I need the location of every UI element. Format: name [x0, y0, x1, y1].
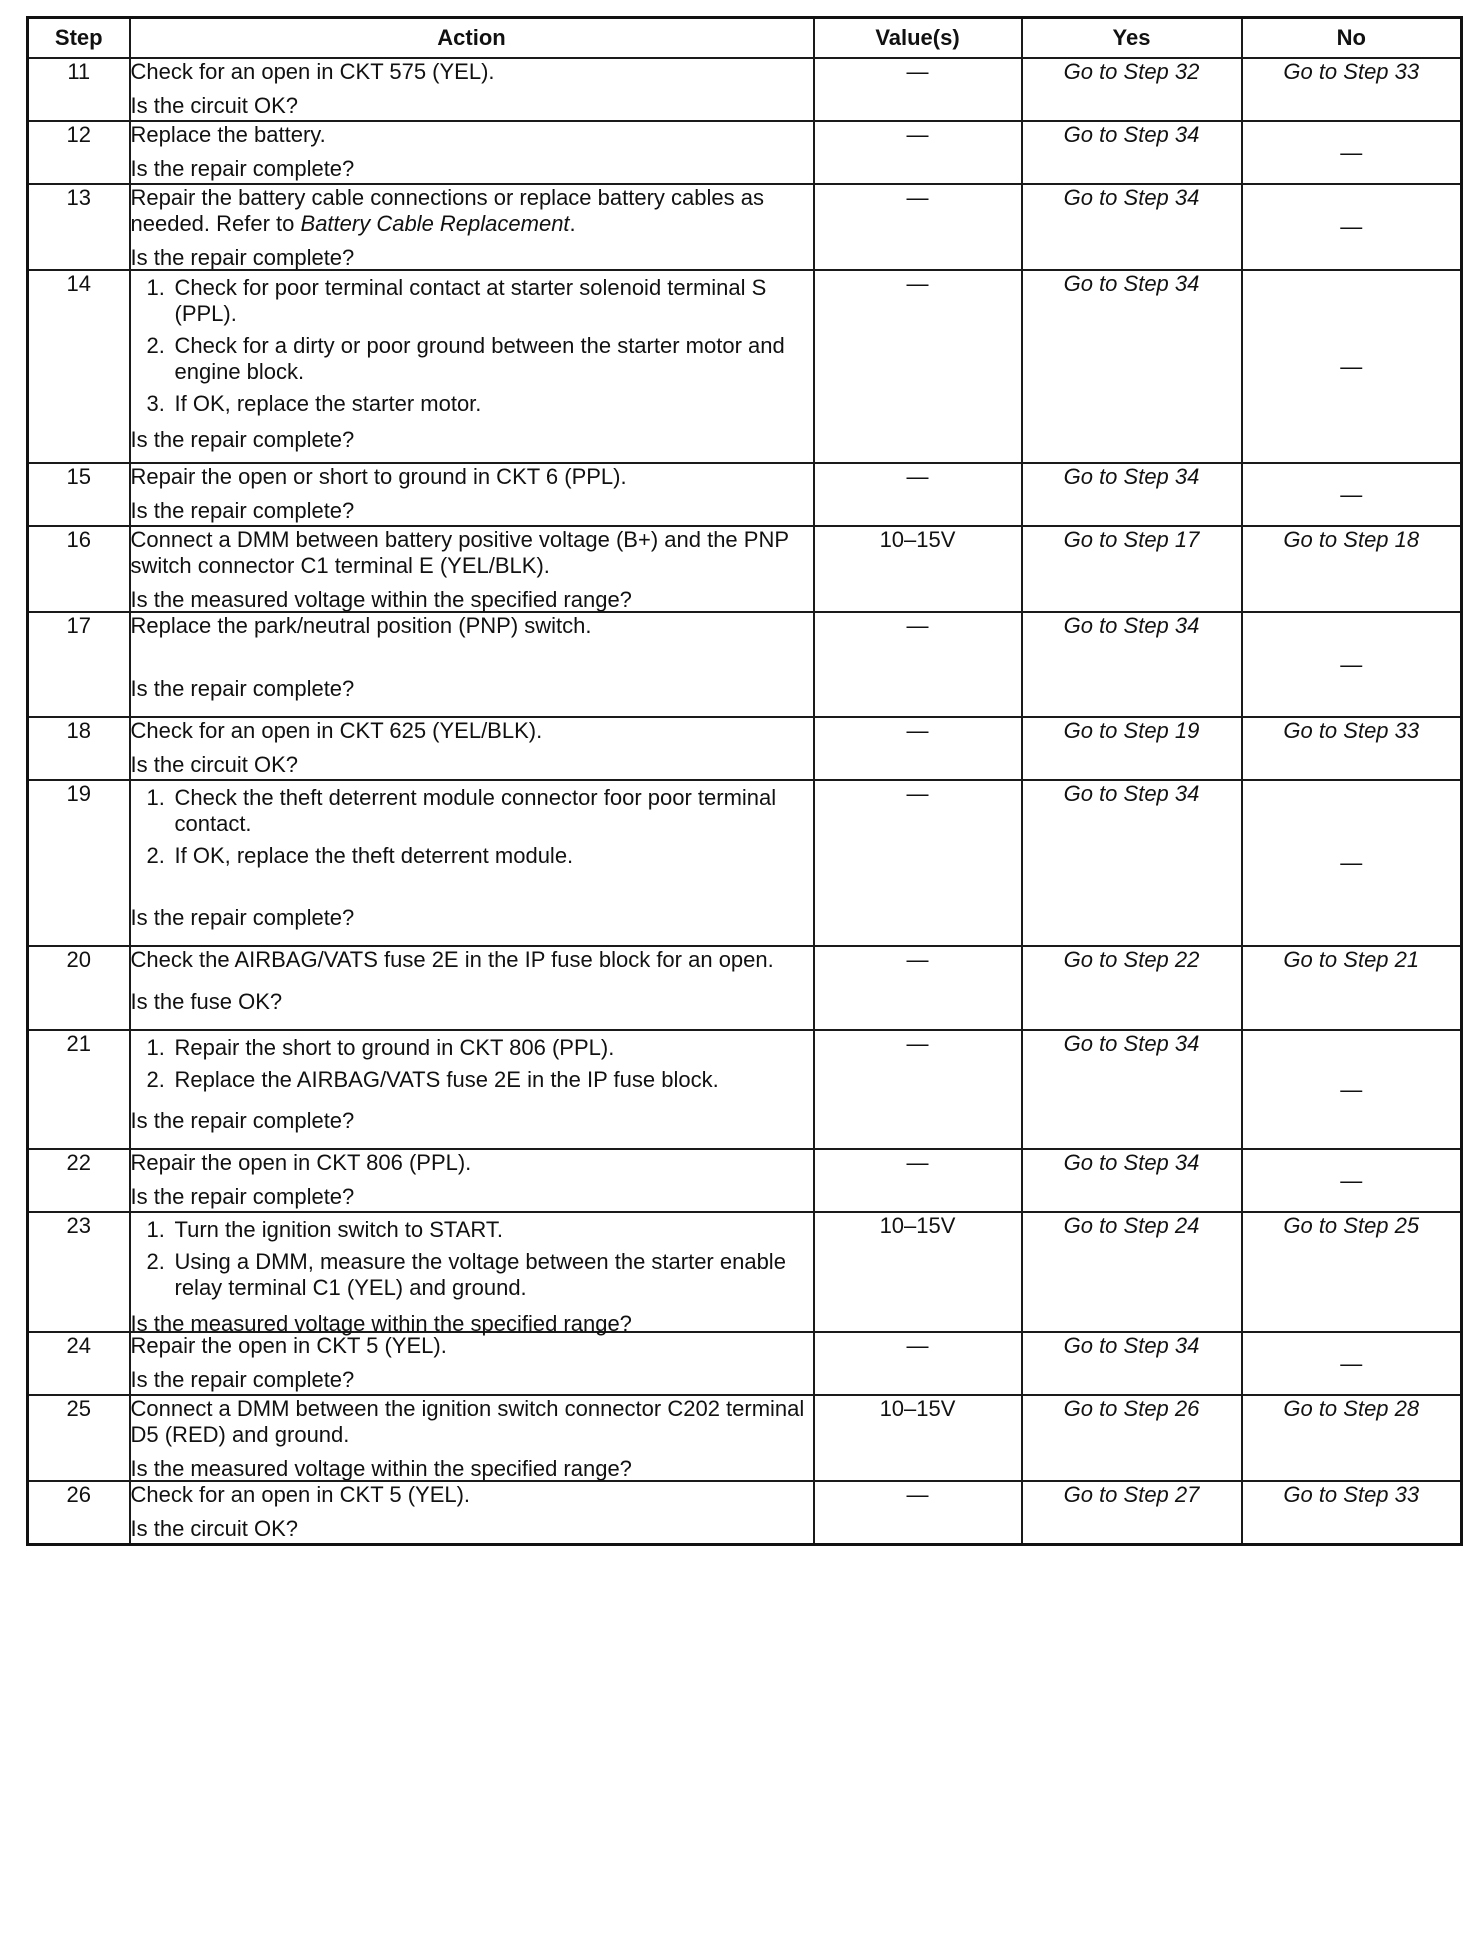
- no-cell: —: [1242, 1030, 1462, 1149]
- value-cell: —: [814, 1030, 1022, 1149]
- value-cell: —: [814, 58, 1022, 121]
- no-cell: —: [1242, 1149, 1462, 1212]
- action-cell: [130, 270, 814, 463]
- action-instructions: [131, 185, 813, 241]
- action-cell: [130, 1030, 814, 1149]
- diagnostic-table: [26, 16, 1463, 1546]
- list-item-number: 1.: [146, 785, 165, 810]
- list-item-number: 2.: [146, 1067, 165, 1092]
- action-cell: [130, 463, 814, 526]
- action-text: [131, 718, 813, 744]
- action-cell: [130, 780, 814, 946]
- list-item-text: Repair the short to ground in CKT 806 (PPL).: [174, 1035, 615, 1060]
- list-item-text: If OK, replace the theft deterrent module.: [174, 843, 574, 868]
- action-cell: [130, 717, 814, 780]
- action-instructions: [131, 271, 813, 423]
- table-row: [28, 717, 1462, 780]
- action-instructions: [131, 781, 813, 875]
- table-row: [28, 184, 1462, 270]
- action-steps-list: [131, 785, 813, 869]
- action-question: Is the repair complete?: [130, 1367, 355, 1392]
- action-instructions: [131, 613, 813, 643]
- action-steps-list: [131, 1035, 813, 1093]
- action-text: [131, 464, 813, 490]
- action-question: Is the repair complete?: [130, 245, 355, 270]
- action-question: Is the repair complete?: [130, 676, 355, 701]
- action-cell: [130, 612, 814, 717]
- value-cell: —: [814, 1332, 1022, 1395]
- list-item-text: Using a DMM, measure the voltage between the starter enable relay terminal C1 (YEL) and ground.: [174, 1249, 786, 1300]
- list-item-number: 2.: [146, 843, 165, 868]
- action-text: [131, 122, 813, 148]
- no-cell[interactable]: Go to Step 28: [1242, 1395, 1462, 1481]
- value-cell: —: [814, 780, 1022, 946]
- table-row: [28, 463, 1462, 526]
- yes-cell[interactable]: Go to Step 26: [1022, 1395, 1242, 1481]
- value-cell: 10–15V: [814, 1212, 1022, 1332]
- action-text: [131, 1333, 813, 1359]
- action-text-span: Connect a DMM between battery positive voltage (B+) and the PNP switch connector C1 terminal E (YEL/BLK).: [130, 527, 789, 578]
- list-item-text: If OK, replace the starter motor.: [174, 391, 482, 416]
- table-row: [28, 121, 1462, 184]
- table-row: [28, 526, 1462, 612]
- yes-cell[interactable]: Go to Step 22: [1022, 946, 1242, 1030]
- action-instructions: [131, 947, 813, 977]
- yes-cell[interactable]: Go to Step 17: [1022, 526, 1242, 612]
- list-item: [131, 1035, 813, 1061]
- header-action: Action: [130, 18, 814, 59]
- action-instructions: [131, 464, 813, 494]
- yes-cell[interactable]: Go to Step 34: [1022, 780, 1242, 946]
- action-text: [131, 1396, 813, 1448]
- yes-cell[interactable]: Go to Step 34: [1022, 121, 1242, 184]
- action-question: Is the circuit OK?: [130, 1516, 299, 1541]
- action-instructions: [131, 59, 813, 89]
- value-cell: —: [814, 121, 1022, 184]
- no-cell[interactable]: Go to Step 33: [1242, 717, 1462, 780]
- action-text: [131, 613, 813, 639]
- no-cell: —: [1242, 270, 1462, 463]
- yes-cell[interactable]: Go to Step 34: [1022, 184, 1242, 270]
- action-text-span: Repair the open in CKT 806 (PPL).: [130, 1150, 472, 1175]
- step-number: 16: [28, 526, 130, 612]
- action-instructions: [131, 1482, 813, 1512]
- action-question: Is the measured voltage within the specified range?: [130, 587, 632, 612]
- list-item-number: 3.: [146, 391, 165, 416]
- yes-cell[interactable]: Go to Step 34: [1022, 270, 1242, 463]
- value-cell: 10–15V: [814, 526, 1022, 612]
- action-text: [131, 1150, 813, 1176]
- action-cell: [130, 184, 814, 270]
- value-cell: 10–15V: [814, 1395, 1022, 1481]
- table-row: [28, 58, 1462, 121]
- yes-cell[interactable]: Go to Step 34: [1022, 1149, 1242, 1212]
- action-cell: [130, 1149, 814, 1212]
- value-cell: —: [814, 946, 1022, 1030]
- action-question: Is the fuse OK?: [130, 989, 283, 1014]
- no-cell[interactable]: Go to Step 18: [1242, 526, 1462, 612]
- action-text-span: Check for an open in CKT 575 (YEL).: [130, 59, 495, 84]
- no-cell: —: [1242, 121, 1462, 184]
- no-cell: —: [1242, 463, 1462, 526]
- list-item-number: 1.: [146, 1035, 165, 1060]
- action-instructions: [131, 718, 813, 748]
- list-item-text: Check for a dirty or poor ground between the starter motor and engine block.: [174, 333, 785, 384]
- action-steps-list: [131, 275, 813, 417]
- action-question: Is the repair complete?: [130, 1184, 355, 1209]
- step-number: 17: [28, 612, 130, 717]
- list-item: [131, 391, 813, 417]
- list-item-text: Check the theft deterrent module connector foor poor terminal contact.: [174, 785, 777, 836]
- action-cell: [130, 1332, 814, 1395]
- header-no: No: [1242, 18, 1462, 59]
- action-cell: [130, 946, 814, 1030]
- action-question: Is the repair complete?: [130, 1108, 355, 1133]
- action-steps-list: [131, 1217, 813, 1301]
- header-row: [28, 18, 1462, 59]
- header-values: Value(s): [814, 18, 1022, 59]
- yes-cell[interactable]: Go to Step 34: [1022, 612, 1242, 717]
- action-question: Is the repair complete?: [130, 156, 355, 181]
- list-item-text: Check for poor terminal contact at starter solenoid terminal S (PPL).: [174, 275, 767, 326]
- value-cell: —: [814, 184, 1022, 270]
- action-cell: [130, 1481, 814, 1544]
- list-item: [131, 785, 813, 837]
- action-text-span: Connect a DMM between the ignition switch connector C202 terminal D5 (RED) and ground.: [130, 1396, 805, 1447]
- no-cell: —: [1242, 780, 1462, 946]
- table-row: [28, 780, 1462, 946]
- table-row: [28, 1030, 1462, 1149]
- list-item: [131, 1249, 813, 1301]
- action-instructions: [131, 1031, 813, 1099]
- list-item-text: Turn the ignition switch to START.: [174, 1217, 504, 1242]
- step-number: 21: [28, 1030, 130, 1149]
- step-number: 11: [28, 58, 130, 121]
- action-cell: [130, 526, 814, 612]
- action-question: Is the circuit OK?: [130, 93, 299, 118]
- table-row: [28, 946, 1462, 1030]
- action-text: [131, 185, 813, 237]
- action-instructions: [131, 1213, 813, 1307]
- no-cell: —: [1242, 184, 1462, 270]
- reference-link[interactable]: Battery Cable Replacement: [300, 211, 570, 236]
- step-number: 13: [28, 184, 130, 270]
- action-text-span: Repair the battery cable connections or replace battery cables as needed. Refer to: [130, 185, 764, 236]
- action-question: Is the circuit OK?: [130, 752, 299, 777]
- value-cell: —: [814, 463, 1022, 526]
- no-cell: —: [1242, 1332, 1462, 1395]
- action-cell: [130, 58, 814, 121]
- no-cell: —: [1242, 612, 1462, 717]
- action-cell: [130, 121, 814, 184]
- list-item-text: Replace the AIRBAG/VATS fuse 2E in the IP fuse block.: [174, 1067, 719, 1092]
- header-yes: Yes: [1022, 18, 1242, 59]
- action-question: Is the repair complete?: [130, 905, 355, 930]
- step-number: 19: [28, 780, 130, 946]
- header-step: Step: [28, 18, 130, 59]
- step-number: 20: [28, 946, 130, 1030]
- action-text-span: Check for an open in CKT 625 (YEL/BLK).: [130, 718, 543, 743]
- yes-cell[interactable]: Go to Step 24: [1022, 1212, 1242, 1332]
- step-number: 26: [28, 1481, 130, 1544]
- value-cell: —: [814, 270, 1022, 463]
- action-instructions: [131, 1396, 813, 1452]
- action-instructions: [131, 1333, 813, 1363]
- action-question: Is the repair complete?: [130, 498, 355, 523]
- action-text: [131, 1482, 813, 1508]
- yes-cell[interactable]: Go to Step 34: [1022, 1332, 1242, 1395]
- yes-cell[interactable]: Go to Step 19: [1022, 717, 1242, 780]
- action-text: [131, 527, 813, 579]
- action-text: [131, 59, 813, 85]
- table-row: [28, 612, 1462, 717]
- no-cell[interactable]: Go to Step 33: [1242, 58, 1462, 121]
- table-row: [28, 270, 1462, 463]
- table-row: [28, 1395, 1462, 1481]
- action-text: [131, 947, 813, 973]
- value-cell: —: [814, 612, 1022, 717]
- step-number: 23: [28, 1212, 130, 1332]
- list-item: [131, 1067, 813, 1093]
- table-row: [28, 1481, 1462, 1544]
- list-item: [131, 843, 813, 869]
- action-text-span: Repair the open or short to ground in CKT 6 (PPL).: [130, 464, 627, 489]
- action-text-span: Replace the battery.: [130, 122, 326, 147]
- period: .: [569, 211, 576, 236]
- no-cell[interactable]: Go to Step 33: [1242, 1481, 1462, 1544]
- step-number: 15: [28, 463, 130, 526]
- yes-cell[interactable]: Go to Step 34: [1022, 463, 1242, 526]
- table-row: [28, 1149, 1462, 1212]
- action-instructions: [131, 527, 813, 583]
- action-text-span: Replace the park/neutral position (PNP) switch.: [130, 613, 592, 638]
- list-item: [131, 275, 813, 327]
- action-question: Is the measured voltage within the specified range?: [130, 1311, 632, 1336]
- step-number: 24: [28, 1332, 130, 1395]
- action-instructions: [131, 1150, 813, 1180]
- value-cell: —: [814, 717, 1022, 780]
- action-instructions: [131, 122, 813, 152]
- yes-cell[interactable]: Go to Step 34: [1022, 1030, 1242, 1149]
- step-number: 18: [28, 717, 130, 780]
- diagnostic-table-container: [26, 16, 1460, 1546]
- action-text-span: Check for an open in CKT 5 (YEL).: [130, 1482, 471, 1507]
- step-number: 12: [28, 121, 130, 184]
- step-number: 25: [28, 1395, 130, 1481]
- action-cell: [130, 1395, 814, 1481]
- yes-cell[interactable]: Go to Step 27: [1022, 1481, 1242, 1544]
- step-number: 22: [28, 1149, 130, 1212]
- value-cell: —: [814, 1481, 1022, 1544]
- action-text-span: Repair the open in CKT 5 (YEL).: [130, 1333, 447, 1358]
- action-question: Is the repair complete?: [130, 427, 355, 452]
- list-item: [131, 1217, 813, 1243]
- value-cell: —: [814, 1149, 1022, 1212]
- action-cell: [130, 1212, 814, 1336]
- action-question: Is the measured voltage within the specified range?: [130, 1456, 632, 1481]
- table-row: [28, 1212, 1462, 1332]
- no-cell[interactable]: Go to Step 25: [1242, 1212, 1462, 1332]
- list-item-number: 1.: [146, 1217, 165, 1242]
- list-item-number: 2.: [146, 333, 165, 358]
- step-number: 14: [28, 270, 130, 463]
- list-item-number: 2.: [146, 1249, 165, 1274]
- no-cell[interactable]: Go to Step 21: [1242, 946, 1462, 1030]
- yes-cell[interactable]: Go to Step 32: [1022, 58, 1242, 121]
- table-row: [28, 1332, 1462, 1395]
- list-item-number: 1.: [146, 275, 165, 300]
- action-text-span: Check the AIRBAG/VATS fuse 2E in the IP fuse block for an open.: [130, 947, 774, 972]
- table-body: [28, 58, 1462, 1544]
- list-item: [131, 333, 813, 385]
